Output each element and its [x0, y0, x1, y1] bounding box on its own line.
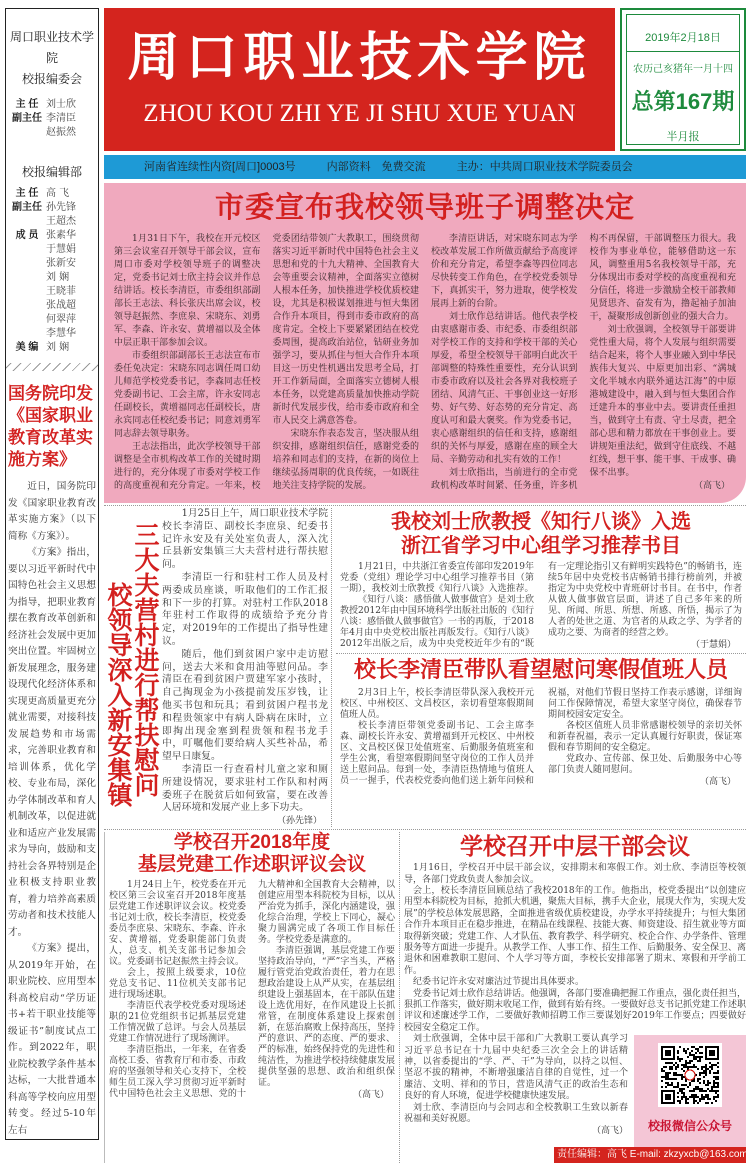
staff-role: 美 编 [15, 342, 39, 353]
wechat-qr-panel [634, 1035, 746, 1147]
paragraph: 李清臣强调，基层党建工作要坚持政治导向，“严”字当头，严格履行管党治党政治责任，着力在思想政治建设上从严从实，在基层组织建设上强基固本，在干部队伍建设上选优用好，在作风建设上长抓常管，在制度体系建设上探索创新，在惩治腐败上保持高压，坚持严的意识、严的态度、严的要求、严的标准，始终保持党的先进性和纯洁性，为推进学校持续健康发展提供坚强的思想、政治和组织保证。 [258, 946, 395, 1089]
staff-row [8, 327, 96, 341]
info-bar [104, 155, 746, 179]
title-line: 浙江省学习中心组学习推荐书目 [401, 535, 681, 557]
masthead-pinyin: ZHOU KOU ZHI YE JI SHU XUE YUAN [143, 100, 576, 127]
main-content [104, 8, 746, 1163]
dept-title: 校报编辑部 [21, 165, 82, 179]
paragraph: 刘士欣作总结讲话。他代表学校由衷感谢市委、市纪委、市委组织部对学校工作的支持和学校干部的关心厚爱，希望全校领导干部明白此次干部调整的特殊性重要性，充分认识到市委市政府以及社会各界对我校班子团结、风清气正、干事创业这一好形势、好气势、好态势的充分肯定、高度认可和最大褒奖。作为党委书记，衷心感谢组织的信任和支持，感谢组织的关怀与厚爱，感谢在座的顾全大局、辛勤劳动和扎实有效的工作！ [431, 312, 578, 465]
staff-role: 主 任 [15, 99, 39, 110]
staff-name: 张战超 [46, 300, 76, 311]
staff-name: 刘 娴 [46, 272, 70, 283]
article-middle-cadre-meeting [400, 832, 746, 1163]
staff-row [8, 243, 96, 257]
article-author: （高飞） [693, 481, 730, 491]
issue-box [620, 8, 746, 151]
staff-name: 赵振然 [46, 127, 76, 138]
staff-name: 何翠萍 [46, 314, 76, 325]
issue-date: 2019年2月18日 [627, 15, 739, 52]
paragraph: 刘士欣、李清臣向与会同志和全校教职工生致以新春祝福和美好祝愿。 [404, 1102, 628, 1125]
divider [104, 829, 746, 830]
staff-role [8, 215, 46, 229]
article-leadership-adjustment [104, 183, 746, 503]
staff-name: 李慧华 [46, 328, 76, 339]
staff-role: 副主任 [12, 202, 42, 213]
staff-row [8, 285, 96, 299]
paragraph: 市委组织部副部长王志法宣布市委任免决定：宋晓东同志调任周口幼儿师范学校党委书记，李森同志任校党委副书记、工会主席，许永安同志任副校长，黄增福同志任副校长，唐永宾同志任校纪委书记；同意刘勇军同志辞去领导职务。 [114, 351, 261, 439]
article-author: （高飞） [591, 1126, 628, 1137]
staff-row [8, 126, 96, 140]
paragraph: 各校区值班人员非常感谢校领导的亲切关怀和新春祝福，表示一定认真履行好职责，保证寒假和春节期间的安全稳定。 [548, 721, 742, 753]
masthead [104, 8, 615, 151]
license: 河南省连续性内资[周口]0003号 [144, 161, 296, 173]
staff-row [8, 229, 96, 243]
staff-row [8, 98, 96, 112]
qr-label: 校报微信公众号 [647, 1119, 732, 1134]
editor-bar: 责任编辑：高飞 E-mail: zkzyxcb@163.com [554, 1147, 746, 1163]
article-body [336, 562, 746, 651]
issue-number: 总第167期 [631, 89, 735, 114]
note: 内部资料 免费交流 [326, 161, 426, 173]
sidebar-article-title: 国务院印发《国家职业教育改革实施方案》 [8, 384, 93, 469]
staff-name: 于慧娟 [46, 244, 76, 255]
staff-name: 李清臣 [46, 113, 76, 124]
article-title: 市委宣布我校领导班子调整决定 [214, 192, 635, 224]
paragraph: 1月31日下午，我校在开元校区第三会议室召开领导干部会议，宣布周口市委对学校领导班子的调整决定，党委书记刘士欣主持会议并作总结讲话。校长李清臣，市委组织部副部长王志法、科长张庆出席会议，校领导赵振然、李庶泉、宋晓东、刘勇军、李森、许永安、黄增福以及全体中层正职干部参加会议。 [114, 234, 261, 348]
staff-name: 刘士欣 [46, 99, 76, 110]
sponsor: 主办：中共周口职业技术学院委员会 [456, 161, 633, 173]
paragraph: 《知行八谈：感悟做人做事做官》是刘士欣教授2012年由中国环境科学出版社出版的《知行八谈：感悟做人做事做官》一书的再版，于2018年4月由中央党校出版社再版发行。《知行八谈》2012年出版之后，成为中央党校近年少有的“既有一定理论指引又有鲜明实践特色”的畅销书，连续5年居中央党校书店畅销书排行榜前列，并被指定为中央党校中青班研讨书目。在书中，作者从做人做事做官层面，讲述了自己多年来的所见、所闻、所思、所想、所感、所悟，揭示了为人者的处世之道、为官者的从政之学、为学者的成功之要、为商者的经营之妙。 [340, 562, 742, 649]
staff-role: 主 任 [15, 188, 39, 199]
staff-role: 成 员 [15, 230, 39, 241]
sidebar [5, 8, 99, 1140]
title-line: 学校召开2018年度 [173, 832, 331, 854]
paragraph: 1月21日，中共浙江省委宣传部印发2019年党委（党组）理论学习中心组学习推荐书目（第一期），我校刘士欣教授《知行八谈》入选推荐。 [340, 562, 534, 594]
article-title: 校长李清臣带队看望慰问寒假值班人员 [353, 657, 728, 682]
paragraph: 随后，他们到贫困户家中走访慰问，送去大米和食用油等慰问品。李清臣在看到贫困户贾建军家小孩时，自己掏现金为小孩提前发压岁钱，让他买书包和玩具；看到贫困户程书龙和程贵领家中有病人卧病在床时，立即掏出现金塞到程贵领和程书龙手中，叮嘱他们要给病人买些补品，希望早日康复。 [162, 648, 328, 763]
paragraph: 刘士欣强调，全体中层干部和广大教职工要认真学习习近平总书记在十九届中央纪委三次全会上的讲话精神，以省委提出的“学、严、干”为导向，以持之以恒、坚忍不拔的精神，不断增强廉洁自律的自觉性，过一个廉洁、文明、祥和的节日，营造风清气正的政治生态和良好的育人环境，促进学校健康快速发展。 [404, 1034, 628, 1102]
paragraph: 刘士欣强调，全校领导干部要讲党性重大局，将个人发展与组织需要结合起来，将个人事业融入到中华民族伟大复兴、中原更加出彩、“满城文化半城水内联外通达江海”的中原港城建设中，融入到与恒大集团合作迁建升本的事业中去。要讲责任重担当，做到守土有责、守土尽责，把全部心思和精力都放在干事创业上。要讲规矩重法纪，做到守住底线、不越红线，想干事、能干事、干成事、确保不出事。 [589, 325, 736, 478]
masthead-title: 周口职业技术学院 [127, 27, 592, 88]
staff-role [8, 126, 46, 140]
staff-role [8, 285, 46, 299]
article-title [336, 510, 746, 558]
staff-row [8, 271, 96, 285]
lunar-date: 农历己亥猪年一月十四 [633, 64, 733, 75]
staff-row [8, 299, 96, 313]
staff-row [8, 187, 96, 201]
paragraph: 纪委书记许永安对廉洁过节提出具体要求。 [413, 977, 585, 988]
article-title [109, 832, 395, 876]
article-poverty-visit [104, 508, 332, 827]
divider [336, 653, 746, 654]
staff-name: 王晓菲 [46, 286, 76, 297]
staff-row [8, 215, 96, 229]
paragraph: 近日，国务院印发《国家职业教育改革实施方案》（以下简称《方案》）。 [8, 481, 96, 542]
paragraph: 宋晓东作表态发言，坚决服从组织安排，感谢组织信任，感谢党委的培养和同志们的支持，在新的岗位上继续弘扬周职的优良传统，一如既往地关注支持学院的发展。 [272, 429, 419, 491]
paragraph: 1月16日，学校召开中层干部会议，安排期末和寒假工作。刘士欣、李清臣等校领导，各部门党政负责人参加会议。 [404, 863, 746, 885]
wavy-divider [6, 363, 98, 371]
sidebar-org [8, 27, 96, 90]
paragraph: 1月24日上午，校党委在开元校区第三会议室召开2018年度基层党建工作述职评议会议。校党委书记刘士欣，校长李清臣，校党委委员李庶泉、宋晓东、李森、许永安、黄增福，党委职能部门负责人，总支、机关支部书记参加会议。党委副书记赵振然主持会议。 [109, 880, 246, 968]
paragraph: 会上，校长李清臣回顾总结了我校2018年的工作。他指出，校党委提出“以创建应用型本科院校为目标，抢抓大机遇，聚焦大目标，携手大企业，展现大作为，实现大发展”的学校总体发展思路，全面推进省级优质校建设，办学水平持续提升；与恒大集团合作升本项目正在稳步推进，在精品在线课程、技能大赛、师资建设、招生就业等方面取得新突破；党建工作、人才队伍、教育教学、科学研究、校企合作、办学条件、管理服务等方面进一步提升。从教学工作、人事工作、招生工作、后勤服务、安全保卫、离退休和困难教职工慰问、个人学习等方面，李校长安排部署了期末、寒假和开学前工作。 [404, 885, 747, 976]
title-line: 三大夫营村进行帮扶慰问 [131, 522, 159, 797]
staff-role [8, 257, 46, 271]
staff-name: 王超杰 [46, 216, 76, 227]
staff-role [8, 271, 46, 285]
article-title [104, 508, 160, 827]
title-line: 基层党建工作述职评议会议 [137, 854, 366, 876]
title-line: 我校刘士欣教授《知行八谈》入选 [391, 511, 691, 533]
staff-row [8, 257, 96, 271]
article-author: （于慧娟） [690, 640, 736, 650]
paragraph: 《方案》提出，从2019年开始，在职业院校、应用型本科高校启动“学历证书+若干职业技能等级证书”制度试点工作。到2022年，职业院校教学条件基本达标，一大批普通本科高等学校向应用型转变。经过5-10年左右 [8, 943, 96, 1136]
paragraph: 党委书记刘士欣作总结讲话。他强调，各部门要准确把握工作重点，强化责任担当，狠抓工作落实，做好期末收尾工作，做到有始有终。一要做好总支书记抓党建工作述职评议和述廉述学工作，二要做好教师招聘工作三要谋划好2019年工作要点；四要做好校园安全稳定工作。 [404, 988, 747, 1033]
article-party-building-review [104, 832, 400, 1163]
paragraph: 2月3日上午，校长李清臣带队深入我校开元校区、中州校区、文昌校区，亲切看望寒假期间值班人员。 [340, 688, 534, 720]
staff-name: 刘 娴 [46, 342, 70, 353]
staff-name: 张新安 [46, 258, 76, 269]
staff-row [8, 201, 96, 215]
paragraph: 《方案》指出，要以习近平新时代中国特色社会主义思想为指导，把职业教育摆在教育改革创新和经济社会发展中更加突出位置。牢固树立新发展理念，服务建设现代化经济体系和实现更高质量更充分就业需要，对接科技发展趋势和市场需求，完善职业教育和培训体系，优化学校、专业布局，深化办学体制改革和育人机制改革，以促进就业和适应产业发展需求为导向，鼓励和支持社会各界特别是企业积极支持职业教育，着力培养高素质劳动者和技术技能人才。 [8, 547, 96, 938]
article-author: （高飞） [699, 777, 736, 787]
article-body [162, 508, 328, 827]
paragraph: 李清臣代表学校党委对现场述职的21位党组织书记抓基层党建工作情况做了总评。与会人员基层党建工作情况进行了现场测评。 [109, 1001, 246, 1045]
article-holiday-duty-visit [336, 656, 746, 788]
title-line: 校领导深入新安集镇 [104, 582, 132, 807]
dept-list [8, 187, 96, 355]
article-author: （高飞） [352, 1090, 389, 1101]
org-name: 周口职业技术学院 [9, 30, 94, 65]
paragraph: 李清臣讲话，对宋晓东同志为学校改革发展工作所做贡献给予高度评价和充分肯定，希望李森等四位同志尽快转变工作角色，在学校党委领导下，真抓实干，努力进取，使学校发展再上新的台阶。 [431, 234, 578, 309]
paragraph: 校长李清臣带领党委副书记、工会主席李森、副校长许永安、黄增福到开元校区、中州校区、文昌校区保卫处值班室、后勤服务值班室和学生公寓，看望寒假期间坚守岗位的工作人员并送上慰问品。每到一处，李清臣热情地与值班人员一一握手，代表校党委向他们送上新年问候和祝福，对他们节假日坚持工作表示感谢，详细询问工作保障情况，希望大家坚守岗位，确保春节期间校园安定安全。 [340, 688, 742, 786]
staff-role [8, 243, 46, 257]
paragraph: 李清臣一行查看村儿童之家和厕所建设情况，要求驻村工作队和村两委班子在脱贫后如何致富，要在改善人居环境和发展产业上多下功夫。 [162, 763, 328, 814]
sidebar-article-body [8, 479, 96, 1139]
paragraph: 王志法指出，此次学校领导干部调整是全市机构改革工作的关键时期进行的，充分体现了市委对学校工作的高度重视和充分肯定。一年来，校党委团结带领广大教职工，围绕贯彻落实习近平新时代中国特色社会主义思想和党的十九大精神、全国教育大会等重要会议精神，全面落实立德树人根本任务，加快推进学校优质校建设，尤其是积极谋划推进与恒大集团合作升本项目，得到市委市政府的高度肯定。全校上下要紧紧团结在校党委周围，提高政治站位，钻研业务加强学习，要从抓住与恒大合作升本项目这一历史性机遇出发思考全局，打开工作新局面，全面落实立德树人根本任务，以党建高质量加快推动学院新时代发展步伐，给市委市政府和全市人民交上满意答卷。 [114, 234, 419, 491]
staff-name: 张素华 [46, 230, 76, 241]
frequency: 半月报 [666, 131, 700, 143]
staff-role [8, 313, 46, 327]
paragraph: 李清臣指出，一年来，在省委高校工委、省教育厅和市委、市政府的坚强领导和关心支持下，全校师生员工深入学习贯彻习近平新时代中国特色社会主义思想、党的十九大精神和全国教育大会精神，以创建应用型本科院校为目标，以从严治党为抓手，深化内涵建设，强化综合治理，学校上下同心，凝心聚力圆满完成了各项工作目标任务。学校党委是满意的。 [109, 880, 395, 1100]
article-body [109, 880, 395, 1101]
article-author: （孙先锋） [276, 816, 322, 827]
article-book-selection [336, 510, 746, 651]
paragraph: 会上，按照上级要求，10位党总支书记、11位机关支部书记进行现场述职。 [109, 968, 246, 1001]
staff-row [8, 112, 96, 126]
staff-name: 孙先锋 [46, 202, 76, 213]
staff-name: 高 飞 [46, 188, 70, 199]
paragraph: 1月25日上午，周口职业技术学院校长李清臣、副校长李庶泉、纪委书记许永安及有关处室负责人，深入沈丘县新安集镇三大夫营村进行帮扶慰问。 [162, 508, 328, 571]
staff-role [8, 327, 46, 341]
staff-role [8, 299, 46, 313]
staff-role: 副主任 [12, 113, 42, 124]
paragraph: 刘士欣指出，当前进行的全市党政机构改革时间紧、任务重，许多机构不再保留，干部调整压力很大。我校作为事业单位，能够借助这一东风，调整重用5名我校领导干部，充分体现出市委对学校的高度重视和充分信任，将进一步激励全校干部教师见贤思齐、奋发有为，撸起袖子加油干，凝聚形成创新创业的强大合力。 [431, 234, 736, 491]
paragraph: 党政办、宣传部、保卫处、后勤服务中心等部门负责人随同慰问。 [548, 754, 742, 775]
article-body [404, 863, 748, 1161]
qr-code-icon[interactable] [658, 1043, 722, 1107]
article-title: 学校召开中层干部会议 [460, 833, 690, 860]
article-body [336, 688, 746, 788]
staff-row [8, 341, 96, 355]
committee-list [8, 98, 96, 140]
staff-row [8, 313, 96, 327]
committee-title: 校报编委会 [21, 72, 82, 86]
article-body [114, 233, 736, 493]
divider [104, 505, 746, 506]
paragraph: 李清臣一行和驻村工作人员及村两委成员座谈，听取他们的工作汇报和下一步的打算。对驻村工作队2018年驻村工作取得的成绩给予充分肯定，对2019年的工作提出了指导性建议。 [162, 571, 328, 647]
